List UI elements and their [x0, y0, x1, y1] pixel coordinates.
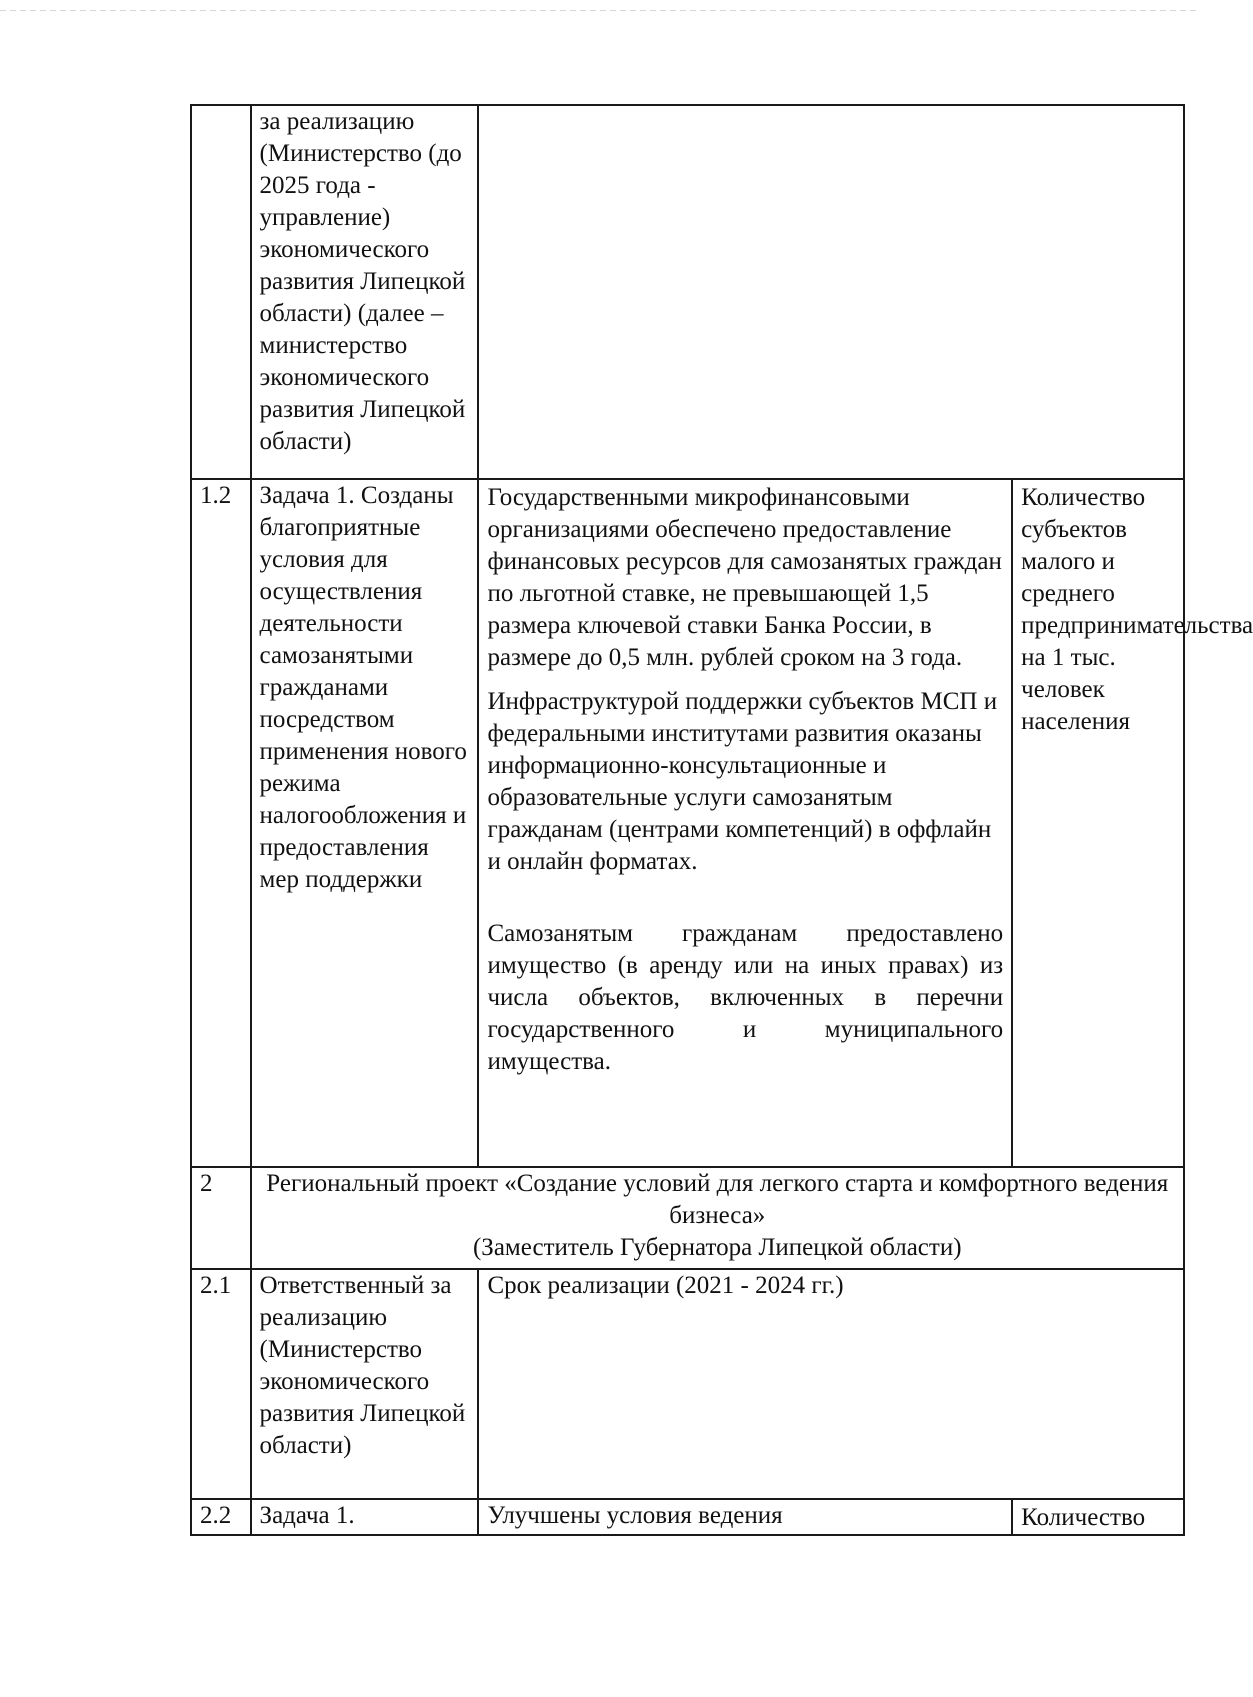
- table-row: [191, 1499, 1184, 1535]
- scan-edge-line: [0, 10, 1200, 11]
- project-heading-cell: [251, 1167, 1184, 1269]
- task-cell: [251, 1269, 479, 1499]
- result-paragraph: Инфраструктурой поддержки субъектов МСП и федеральными институтами развития оказаны информационно-консультационные и образовательные услуги самозанятым гражданам (центрами компетенций) в оффлайн и онлайн форматах.: [487, 688, 998, 875]
- task-cell: [251, 479, 479, 1167]
- task-cell: [251, 1499, 479, 1535]
- result-paragraph: Самозанятым гражданам предоставлено имущество (в аренду или на иных правах) из числа объектов, включенных в перечни государственного и муниципального имущества.: [487, 920, 1004, 1075]
- indicator-text: Количество: [1021, 1504, 1146, 1531]
- indicator-text: Количество субъектов малого и среднего предпринимательства на 1 тыс. человек населения: [1021, 484, 1253, 735]
- result-text: Улучшены условия ведения: [487, 1502, 783, 1529]
- task-text: Ответственный за реализацию (Министерство экономического развития Липецкой области): [259, 1272, 466, 1459]
- project-title: Региональный проект «Создание условий для легкого старта и комфортного ведения бизнеса»: [266, 1170, 1169, 1229]
- row-number-cell: 2.1: [191, 1269, 251, 1499]
- table-row: [191, 1269, 1184, 1499]
- result-cell: [478, 479, 1012, 1167]
- table-row: [191, 1167, 1184, 1269]
- indicator-cell: [1012, 1499, 1184, 1535]
- result-cell: [478, 1499, 1012, 1535]
- task-cell: [251, 105, 479, 479]
- measures-table: [190, 104, 1253, 1536]
- row-number-cell: [191, 105, 251, 479]
- task-text: Задача 1. Созданы благоприятные условия для осуществления деятельности самозанятыми гражданами посредством применения нового режима налогообложения и предоставления мер поддержки: [259, 482, 467, 893]
- task-text: за реализацию (Министерство (до 2025 года - управление) экономического развития Липецкой области) (далее – министерство экономического развития Липецкой области): [259, 108, 466, 455]
- row-number-cell: 1.2: [191, 479, 251, 1167]
- row-number-cell: 2: [191, 1167, 251, 1269]
- row-number-cell: 2.2: [191, 1499, 251, 1535]
- result-cell: [478, 1269, 1184, 1499]
- indicator-cell: [1012, 479, 1253, 1167]
- result-paragraph: Государственными микрофинансовыми организациями обеспечено предоставление финансовых ресурсов для самозанятых граждан по льготной ставке, не превышающей 1,5 размера ключевой ставки Банка России, в размере до 0,5 млн. рублей сроком на 3 года.: [487, 484, 1002, 671]
- result-cell: [478, 105, 1184, 479]
- table-row: [191, 479, 1184, 1167]
- task-text: Задача 1.: [259, 1502, 355, 1529]
- project-owner: (Заместитель Губернатора Липецкой области): [472, 1234, 962, 1261]
- table-row: [191, 105, 1184, 479]
- result-text: Срок реализации (2021 - 2024 гг.): [487, 1272, 844, 1299]
